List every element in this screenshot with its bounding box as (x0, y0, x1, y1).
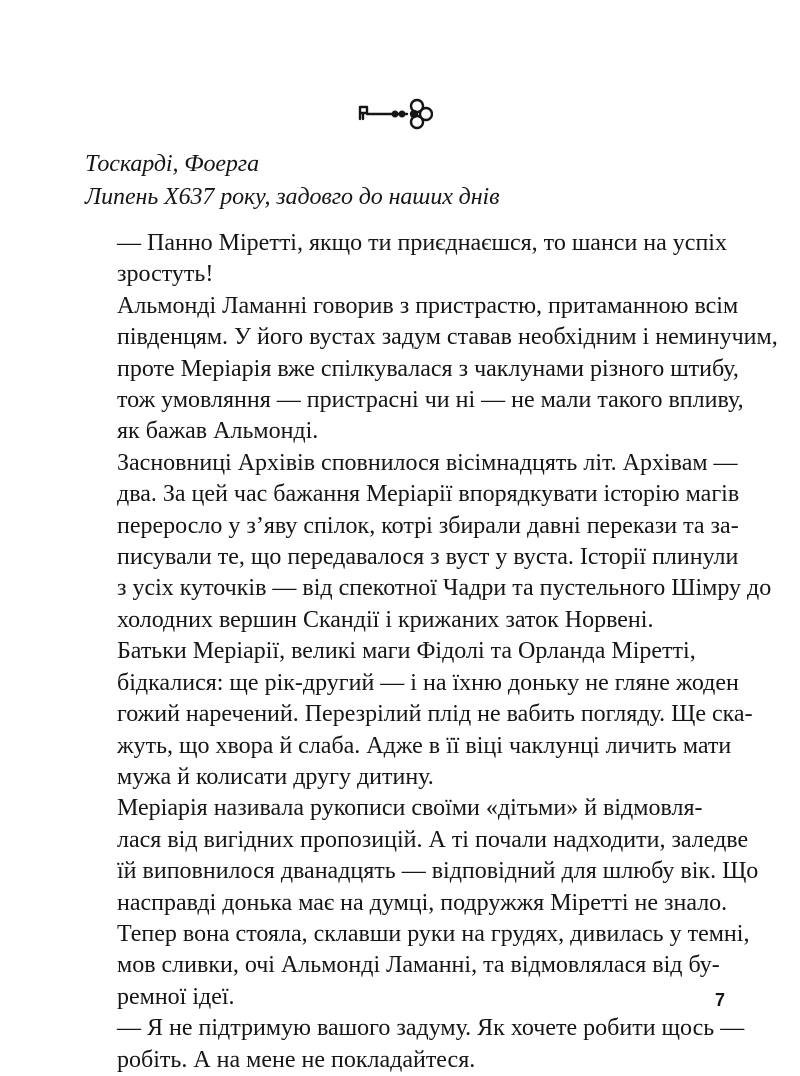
text-line: мов сливки, очі Альмонді Ламанні, та відмовлялася від бу- (117, 952, 720, 979)
key-icon (357, 97, 433, 131)
paragraph (85, 448, 772, 636)
paragraph (85, 793, 759, 919)
text-line: Батьки Меріарії, великі маги Фідолі та Орланда Міретті, (117, 638, 696, 665)
body-text (85, 228, 778, 1076)
text-line: — Я не підтримую вашого задуму. Як хочете робити щось — (117, 1015, 745, 1042)
text-line: Меріарія називала рукописи своїми «дітьми» й відмовля- (117, 795, 703, 822)
paragraph (85, 1013, 745, 1076)
text-line: південцям. У його вустах задум ставав необхідним і неминучим, (117, 324, 778, 351)
text-line: два. За цей час бажання Меріарії впорядкувати історію магів (117, 481, 740, 508)
chapter-heading (85, 148, 725, 214)
text-line: писували те, що передавалося з вуст у вуста. Історії плинули (117, 544, 739, 571)
heading-date: Липень Х637 року, задовго до наших днів (85, 184, 500, 210)
text-line: зростуть! (117, 261, 214, 288)
text-line: холодних вершин Скандії і крижаних заток Норвені. (117, 606, 654, 633)
text-line: тож умовляння — пристрасні чи ні — не мали такого впливу, (117, 387, 744, 414)
text-line: їй виповнилося дванадцять — відповідний для шлюбу вік. Що (117, 858, 759, 885)
page-number: 7 (714, 990, 725, 1010)
text-line: Альмонді Ламанні говорив з пристрастю, притаманною всім (117, 292, 739, 319)
text-line: гожий наречений. Перезрілий плід не вабить погляду. Ще ска- (117, 701, 753, 728)
text-line: — Панно Міретті, якщо ти приєднаєшся, то шанси на успіх (117, 230, 727, 256)
text-line: переросло у з’яву спілок, котрі збирали давні перекази та за- (117, 512, 739, 539)
text-line: проте Меріарія вже спілкувалася з чаклунами різного штибу, (117, 355, 739, 382)
text-line: з усіх куточків — від спекотної Чадри та пустельного Шімру до (117, 575, 772, 602)
text-line: Засновниці Архівів сповнилося вісімнадцять літ. Архівам — (117, 449, 738, 476)
text-line: насправді донька має на думці, подружжя Міретті не знало. (117, 889, 728, 916)
paragraph (85, 228, 727, 291)
text-line: як бажав Альмонді. (117, 418, 319, 445)
text-line: лася від вигідних пропозицій. А ті почали надходити, заледве (117, 826, 749, 853)
text-line: бідкалися: ще рік-другий — і на їхню доньку не гляне жоден (117, 669, 739, 696)
text-line: жуть, що хвора й слаба. Адже в її віці чаклунці личить мати (117, 732, 732, 759)
paragraph (85, 919, 750, 1013)
text-line: Тепер вона стояла, склавши руки на грудях, дивилась у темні, (117, 920, 750, 947)
text-line: мужа й колисати другу дитину. (117, 763, 434, 790)
text-line: ремної ідеї. (117, 983, 235, 1010)
heading-place: Тоскарді, Фоерга (85, 151, 259, 177)
paragraph (85, 636, 753, 793)
paragraph (85, 291, 778, 448)
text-line: робіть. А на мене не покладайтеся. (117, 1046, 476, 1073)
